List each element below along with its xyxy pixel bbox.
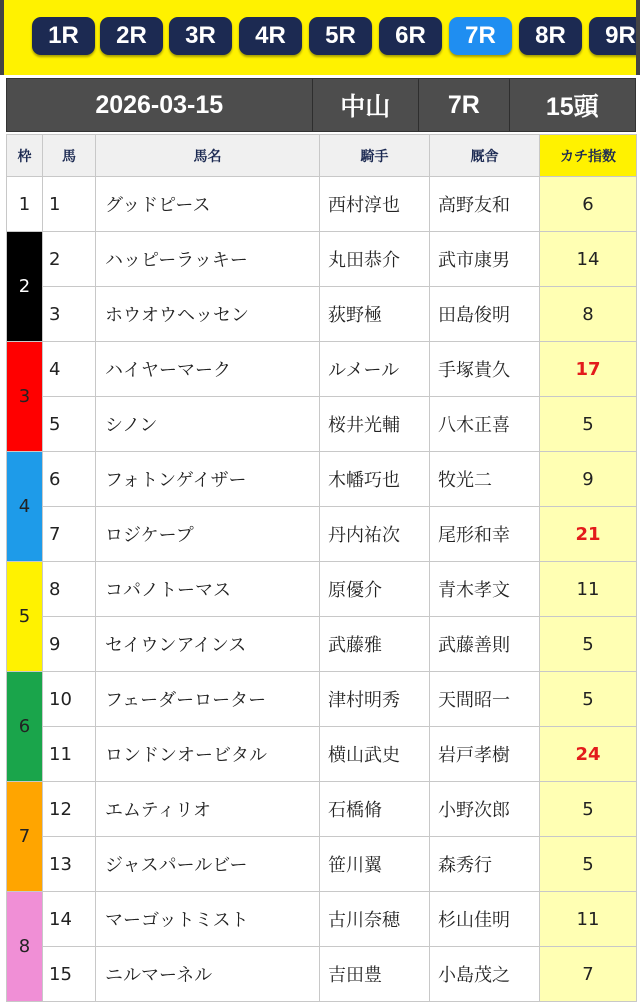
table-row (7, 837, 637, 892)
jockey-cell: 津村明秀 (320, 672, 430, 727)
table-row (7, 617, 637, 672)
trainer-cell: 天間昭一 (430, 672, 540, 727)
kachi-score-cell: 5 (540, 672, 637, 727)
horse-name-cell[interactable]: ジャスパールビー (96, 837, 320, 892)
trainer-cell: 青木孝文 (430, 562, 540, 617)
horse-name-cell[interactable]: コパノトーマス (96, 562, 320, 617)
kachi-score-cell: 11 (540, 562, 637, 617)
table-row (7, 727, 637, 782)
umaban-cell: 8 (43, 562, 96, 617)
horse-name-cell[interactable]: ロンドンオービタル (96, 727, 320, 782)
kachi-score-cell: 5 (540, 782, 637, 837)
trainer-cell: 森秀行 (430, 837, 540, 892)
trainer-cell: 小島茂之 (430, 947, 540, 1002)
race-tab-7[interactable]: 7R (449, 17, 512, 55)
kachi-score-cell: 17 (540, 342, 637, 397)
kachi-score-cell: 5 (540, 617, 637, 672)
entry-table (6, 134, 637, 1002)
jockey-cell: 桜井光輔 (320, 397, 430, 452)
trainer-cell: 田島俊明 (430, 287, 540, 342)
umaban-cell: 10 (43, 672, 96, 727)
jockey-cell: 古川奈穂 (320, 892, 430, 947)
table-row (7, 397, 637, 452)
jockey-cell: 武藤雅 (320, 617, 430, 672)
table-row (7, 672, 637, 727)
umaban-cell: 12 (43, 782, 96, 837)
umaban-cell: 6 (43, 452, 96, 507)
horse-name-cell[interactable]: ロジケープ (96, 507, 320, 562)
waku-cell: 4 (7, 452, 43, 562)
col-trainer: 厩舎 (430, 135, 540, 177)
trainer-cell: 牧光二 (430, 452, 540, 507)
race-tab-3[interactable]: 3R (169, 17, 232, 55)
jockey-cell: ルメール (320, 342, 430, 397)
horse-name-cell[interactable]: ハッピーラッキー (96, 232, 320, 287)
table-row (7, 782, 637, 837)
kachi-score-cell: 11 (540, 892, 637, 947)
table-row (7, 507, 637, 562)
trainer-cell: 高野友和 (430, 177, 540, 232)
kachi-score-cell: 5 (540, 837, 637, 892)
jockey-cell: 西村淳也 (320, 177, 430, 232)
kachi-score-cell: 5 (540, 397, 637, 452)
waku-cell: 3 (7, 342, 43, 452)
race-tab-bar (0, 0, 640, 75)
table-row (7, 452, 637, 507)
trainer-cell: 尾形和幸 (430, 507, 540, 562)
horse-name-cell[interactable]: グッドピース (96, 177, 320, 232)
kachi-score-cell: 6 (540, 177, 637, 232)
umaban-cell: 4 (43, 342, 96, 397)
col-umaban: 馬 (43, 135, 96, 177)
race-tab-1[interactable]: 1R (32, 17, 95, 55)
umaban-cell: 1 (43, 177, 96, 232)
race-header (6, 78, 636, 132)
waku-cell: 2 (7, 232, 43, 342)
horse-name-cell[interactable]: ニルマーネル (96, 947, 320, 1002)
col-waku: 枠 (7, 135, 43, 177)
kachi-score-cell: 9 (540, 452, 637, 507)
kachi-score-cell: 24 (540, 727, 637, 782)
race-tab-2[interactable]: 2R (100, 17, 163, 55)
jockey-cell: 吉田豊 (320, 947, 430, 1002)
table-row (7, 177, 637, 232)
umaban-cell: 11 (43, 727, 96, 782)
race-tab-4[interactable]: 4R (239, 17, 302, 55)
umaban-cell: 5 (43, 397, 96, 452)
waku-cell: 1 (7, 177, 43, 232)
waku-cell: 8 (7, 892, 43, 1002)
race-number: 7R (419, 79, 510, 131)
jockey-cell: 笹川翼 (320, 837, 430, 892)
table-row (7, 342, 637, 397)
trainer-cell: 武藤善則 (430, 617, 540, 672)
umaban-cell: 3 (43, 287, 96, 342)
race-venue: 中山 (313, 79, 420, 131)
table-row (7, 287, 637, 342)
horse-name-cell[interactable]: フォトンゲイザー (96, 452, 320, 507)
trainer-cell: 杉山佳明 (430, 892, 540, 947)
jockey-cell: 木幡巧也 (320, 452, 430, 507)
race-tab-9[interactable]: 9R (589, 17, 640, 55)
umaban-cell: 15 (43, 947, 96, 1002)
trainer-cell: 小野次郎 (430, 782, 540, 837)
umaban-cell: 7 (43, 507, 96, 562)
col-jockey: 騎手 (320, 135, 430, 177)
horse-name-cell[interactable]: フェーダーローター (96, 672, 320, 727)
trainer-cell: 手塚貴久 (430, 342, 540, 397)
horse-name-cell[interactable]: ハイヤーマーク (96, 342, 320, 397)
kachi-score-cell: 14 (540, 232, 637, 287)
race-tab-6[interactable]: 6R (379, 17, 442, 55)
trainer-cell: 八木正喜 (430, 397, 540, 452)
jockey-cell: 横山武史 (320, 727, 430, 782)
race-tab-8[interactable]: 8R (519, 17, 582, 55)
kachi-score-cell: 21 (540, 507, 637, 562)
runner-count: 15頭 (545, 93, 599, 121)
col-kachi-index: カチ指数 (540, 135, 637, 177)
kachi-score-cell: 8 (540, 287, 637, 342)
umaban-cell: 13 (43, 837, 96, 892)
table-row (7, 562, 637, 617)
jockey-cell: 原優介 (320, 562, 430, 617)
race-date: 2026-03-15 (7, 79, 313, 131)
waku-cell: 5 (7, 562, 43, 672)
umaban-cell: 2 (43, 232, 96, 287)
race-tab-5[interactable]: 5R (309, 17, 372, 55)
table-row (7, 947, 637, 1002)
horse-name-cell[interactable]: エムティリオ (96, 782, 320, 837)
horse-name-cell[interactable]: マーゴットミスト (96, 892, 320, 947)
table-row (7, 892, 637, 947)
waku-cell: 6 (7, 672, 43, 782)
jockey-cell: 荻野極 (320, 287, 430, 342)
kachi-score-cell: 7 (540, 947, 637, 1002)
horse-name-cell[interactable]: セイウンアインス (96, 617, 320, 672)
horse-name-cell[interactable]: ホウオウヘッセン (96, 287, 320, 342)
jockey-cell: 丹内祐次 (320, 507, 430, 562)
waku-cell: 7 (7, 782, 43, 892)
col-horse: 馬名 (96, 135, 320, 177)
horse-name-cell[interactable]: シノン (96, 397, 320, 452)
trainer-cell: 武市康男 (430, 232, 540, 287)
trainer-cell: 岩戸孝樹 (430, 727, 540, 782)
umaban-cell: 14 (43, 892, 96, 947)
umaban-cell: 9 (43, 617, 96, 672)
jockey-cell: 石橋脩 (320, 782, 430, 837)
jockey-cell: 丸田恭介 (320, 232, 430, 287)
table-row (7, 232, 637, 287)
table-header-row (7, 135, 637, 177)
